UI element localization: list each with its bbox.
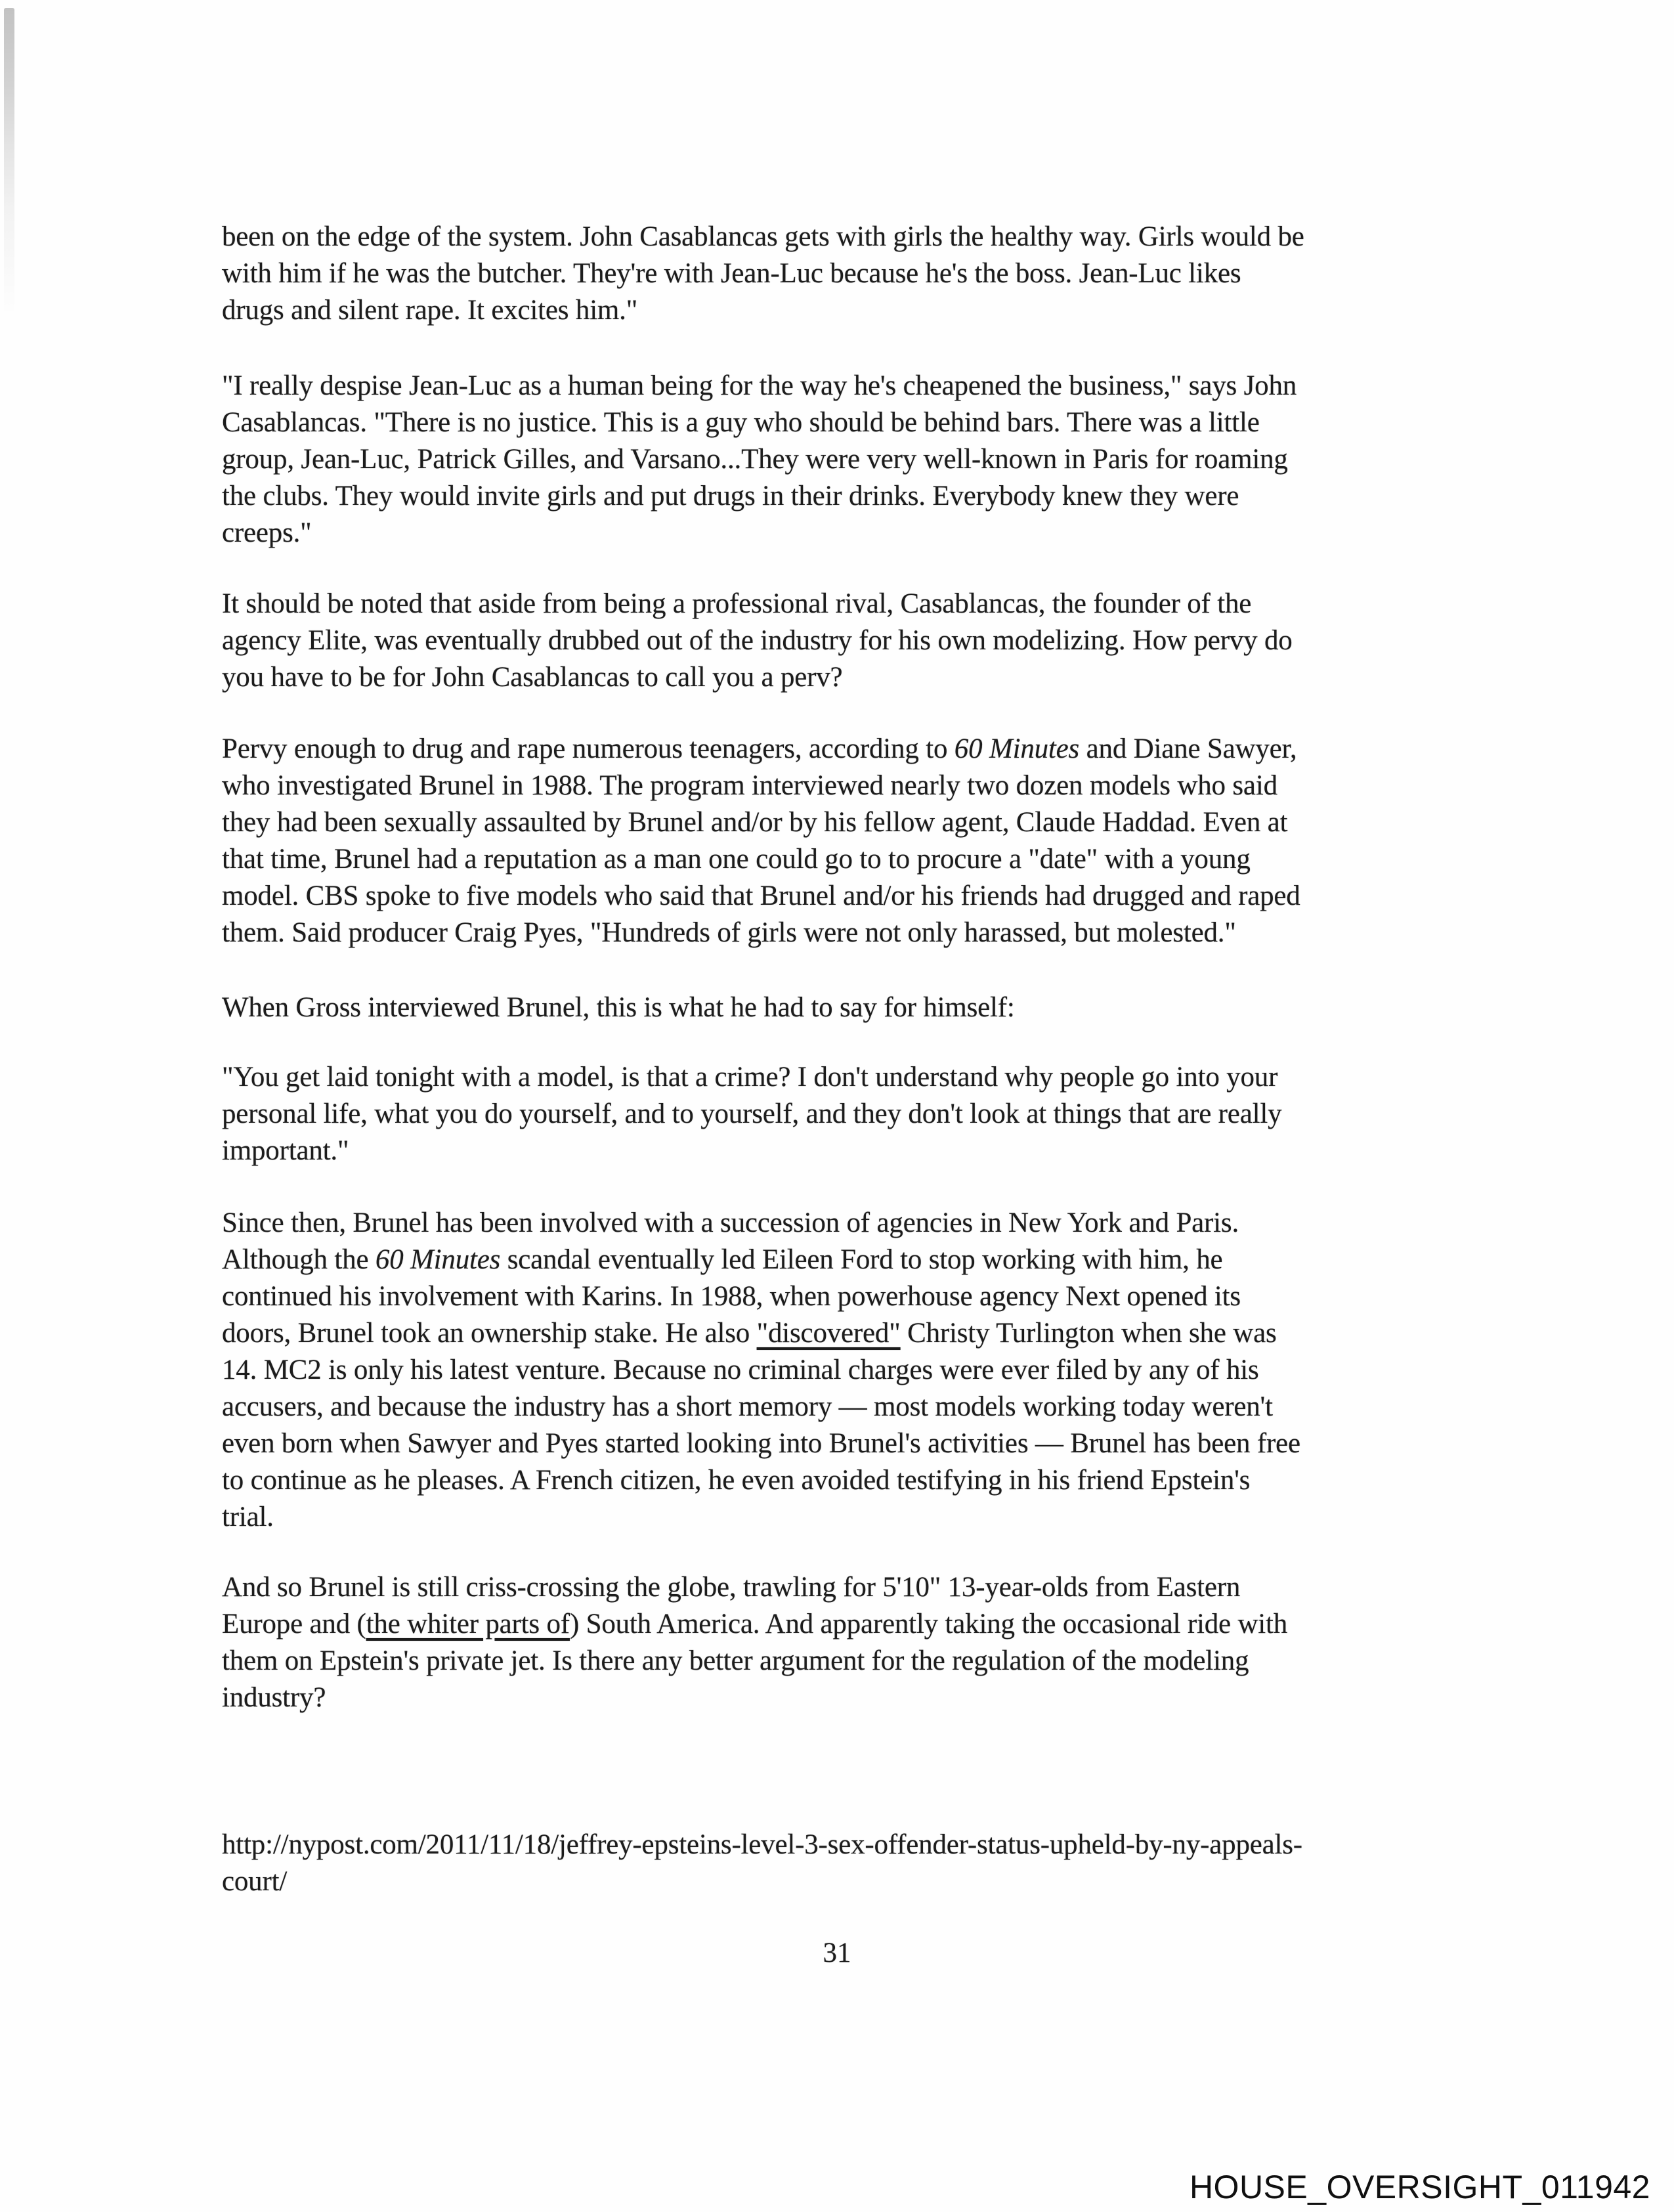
- paragraph-8: [222, 1569, 1287, 1716]
- text-line: creeps.": [222, 517, 312, 548]
- text-line: And so Brunel is still criss-crossing the globe, trawling for 5'10" 13-year-olds from Eastern: [222, 1572, 1241, 1603]
- text-line: group, Jean-Luc, Patrick Gilles, and Varsano...They were very well-known in Paris for roaming: [222, 444, 1288, 475]
- text-line: even born when Sawyer and Pyes started looking into Brunel's activities — Brunel has been free: [222, 1428, 1300, 1459]
- text-line: "You get laid tonight with a model, is that a crime? I don't understand why people go into your: [222, 1062, 1278, 1093]
- text-line: continued his involvement with Karins. In 1988, when powerhouse agency Next opened its: [222, 1281, 1241, 1312]
- text-line: Pervy enough to drug and rape numerous teenagers, according to 60 Minutes and Diane Sawyer,: [222, 733, 1297, 764]
- text-line: them on Epstein's private jet. Is there any better argument for the regulation of the modeling: [222, 1645, 1249, 1676]
- paragraph-5: [222, 989, 1015, 1026]
- paragraph-2: [222, 368, 1297, 552]
- text-line: you have to be for John Casablancas to call you a perv?: [222, 662, 843, 693]
- text-line: agency Elite, was eventually drubbed out of the industry for his own modelizing. How pervy do: [222, 625, 1293, 656]
- text-line: them. Said producer Craig Pyes, "Hundreds of girls were not only harassed, but molested.": [222, 917, 1236, 948]
- text-line: they had been sexually assaulted by Brunel and/or by his fellow agent, Claude Haddad. Even at: [222, 807, 1288, 838]
- paragraph-6: [222, 1059, 1281, 1169]
- text-line: the clubs. They would invite girls and put drugs in their drinks. Everybody knew they were: [222, 481, 1239, 511]
- text-line: Europe and (the whiter parts of) South America. And apparently taking the occasional ride with: [222, 1609, 1288, 1639]
- text-line: that time, Brunel had a reputation as a man one could go to to procure a "date" with a young: [222, 844, 1251, 875]
- text-line: Since then, Brunel has been involved with a succession of agencies in New York and Paris.: [222, 1207, 1239, 1238]
- text-line: model. CBS spoke to five models who said that Brunel and/or his friends had drugged and raped: [222, 880, 1300, 911]
- text-line: accusers, and because the industry has a short memory — most models working today weren't: [222, 1391, 1273, 1422]
- text-line: "I really despise Jean-Luc as a human being for the way he's cheapened the business," says John: [222, 370, 1297, 401]
- paragraph-3: [222, 586, 1293, 696]
- text-line: industry?: [222, 1682, 326, 1713]
- text-line: It should be noted that aside from being a professional rival, Casablancas, the founder of the: [222, 588, 1252, 619]
- text-line: Although the 60 Minutes scandal eventually led Eileen Ford to stop working with him, he: [222, 1244, 1223, 1275]
- source-url: [222, 1827, 1302, 1900]
- text-line: court/: [222, 1866, 288, 1897]
- page-number: 31: [823, 1938, 851, 1968]
- scan-artifact: [4, 8, 14, 316]
- text-line: drugs and silent rape. It excites him.": [222, 295, 638, 326]
- text-line: with him if he was the butcher. They're with Jean-Luc because he's the boss. Jean-Luc likes: [222, 258, 1241, 289]
- text-line: When Gross interviewed Brunel, this is what he had to say for himself:: [222, 992, 1015, 1023]
- text-line: to continue as he pleases. A French citizen, he even avoided testifying in his friend Epstein's: [222, 1465, 1251, 1496]
- text-line: Casablancas. "There is no justice. This is a guy who should be behind bars. There was a little: [222, 407, 1260, 438]
- paragraph-1: [222, 219, 1304, 329]
- paragraph-4: [222, 731, 1300, 951]
- text-line: 14. MC2 is only his latest venture. Because no criminal charges were ever filed by any of his: [222, 1355, 1259, 1385]
- text-line: trial.: [222, 1502, 274, 1532]
- bates-stamp: HOUSE_OVERSIGHT_011942: [1189, 2169, 1650, 2205]
- text-line: who investigated Brunel in 1988. The program interviewed nearly two dozen models who said: [222, 770, 1277, 801]
- text-line: doors, Brunel took an ownership stake. He also "discovered" Christy Turlington when she was: [222, 1318, 1277, 1349]
- text-line: http://nypost.com/2011/11/18/jeffrey-epsteins-level-3-sex-offender-status-upheld-by-ny-appeals-: [222, 1829, 1302, 1860]
- text-line: important.": [222, 1135, 349, 1166]
- text-line: been on the edge of the system. John Casablancas gets with girls the healthy way. Girls would be: [222, 221, 1304, 252]
- paragraph-7: [222, 1205, 1300, 1536]
- text-line: personal life, what you do yourself, and to yourself, and they don't look at things that are really: [222, 1098, 1282, 1129]
